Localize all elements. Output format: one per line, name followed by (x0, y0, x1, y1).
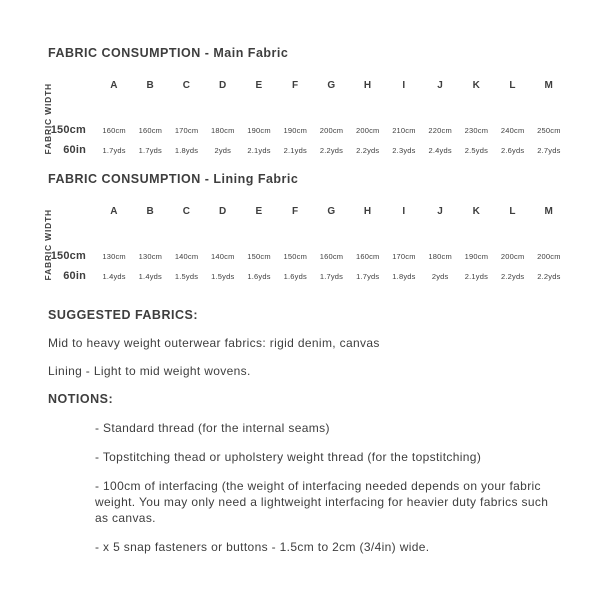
consumption-value: 1.5yds (211, 271, 235, 281)
consumption-value: 1.7yds (319, 271, 344, 281)
consumption-value: 2yds (214, 145, 232, 155)
consumption-value: 160cm (319, 251, 344, 261)
consumption-value: 220cm (428, 125, 452, 135)
consumption-value: 2.4yds (428, 145, 452, 155)
size-column-header: F (292, 206, 299, 217)
size-column-header: F (292, 80, 299, 91)
size-column-header: B (146, 80, 155, 91)
notion-item-thread: - Standard thread (for the internal seams) (95, 421, 330, 435)
consumption-value: 2.6yds (500, 145, 525, 155)
consumption-value: 180cm (211, 125, 235, 135)
consumption-value: 200cm (537, 251, 561, 261)
consumption-value: 130cm (138, 251, 163, 261)
consumption-value: 1.8yds (174, 145, 199, 155)
size-column-header: J (437, 80, 444, 91)
consumption-value: 1.7yds (356, 271, 380, 281)
consumption-value: 130cm (102, 251, 126, 261)
consumption-value: 230cm (464, 125, 489, 135)
consumption-value: 2.2yds (319, 145, 344, 155)
suggested-fabrics-lining-line: Lining - Light to mid weight wovens. (48, 364, 251, 378)
size-column-header: C (182, 80, 191, 91)
suggested-fabrics-heading: SUGGESTED FABRICS: (48, 308, 198, 322)
size-column-header: E (255, 206, 263, 217)
consumption-value: 1.4yds (138, 271, 162, 281)
consumption-value: 2.1yds (283, 145, 307, 155)
fabric-width-axis (38, 204, 58, 286)
fabric-width-axis-label: FABRIC WIDTH (43, 83, 53, 155)
consumption-value: 210cm (392, 125, 416, 135)
consumption-value: 1.6yds (247, 271, 271, 281)
size-column-header: K (472, 80, 481, 91)
size-column-header: E (255, 80, 263, 91)
lining-fabric-grid (50, 204, 567, 286)
consumption-value: 1.7yds (102, 145, 126, 155)
fabric-width-axis-label: FABRIC WIDTH (43, 209, 53, 281)
size-column-header: I (402, 206, 406, 217)
size-column-header: D (218, 206, 227, 217)
consumption-value: 200cm (319, 125, 344, 135)
consumption-value: 2.2yds (356, 145, 380, 155)
size-column-header: H (363, 206, 372, 217)
main-fabric-consumption-section (38, 46, 567, 160)
size-column-header: M (544, 80, 554, 91)
consumption-value: 170cm (174, 125, 199, 135)
fabric-width-row-label: 60in (63, 144, 86, 156)
size-column-header: M (544, 206, 554, 217)
consumption-value: 240cm (500, 125, 525, 135)
notions-heading: NOTIONS: (48, 392, 114, 406)
size-column-header: C (182, 206, 191, 217)
size-column-header: A (110, 80, 118, 91)
size-column-header: L (509, 206, 516, 217)
consumption-value: 2.2yds (537, 271, 561, 281)
consumption-value: 150cm (283, 251, 308, 261)
main-fabric-table-title: FABRIC CONSUMPTION - Main Fabric (48, 46, 289, 60)
fabric-width-axis (38, 78, 58, 160)
fabric-width-row-label: 60in (63, 270, 86, 282)
consumption-value: 2yds (431, 271, 449, 281)
lining-fabric-consumption-section (38, 172, 567, 286)
size-column-header: H (363, 80, 372, 91)
notion-item-interfacing: - 100cm of interfacing (the weight of interfacing needed depends on your fabric weight. You may only need a lightweight interfacing for heavier duty fabrics such as canvas. (95, 479, 549, 525)
consumption-value: 2.5yds (464, 145, 489, 155)
size-column-header: D (218, 80, 227, 91)
consumption-value: 1.6yds (283, 271, 307, 281)
consumption-value: 140cm (211, 251, 235, 261)
consumption-value: 160cm (355, 251, 380, 261)
consumption-value: 150cm (247, 251, 271, 261)
consumption-value: 1.8yds (392, 271, 416, 281)
consumption-value: 1.5yds (174, 271, 199, 281)
consumption-value: 1.7yds (138, 145, 162, 155)
size-column-header: G (327, 80, 336, 91)
consumption-value: 190cm (247, 125, 271, 135)
table-corner (58, 78, 96, 120)
size-column-header: I (402, 80, 406, 91)
size-column-header: J (437, 206, 444, 217)
suggested-fabrics-main-line: Mid to heavy weight outerwear fabrics: rigid denim, canvas (48, 336, 380, 350)
size-column-header: A (110, 206, 118, 217)
consumption-value: 140cm (174, 251, 199, 261)
notion-item-topstitching: - Topstitching thead or upholstery weight thread (for the topstitching) (95, 450, 482, 464)
notion-item-fasteners: - x 5 snap fasteners or buttons - 1.5cm to 2cm (3/4in) wide. (95, 540, 430, 554)
size-column-header: L (509, 80, 516, 91)
consumption-value: 2.3yds (392, 145, 416, 155)
lining-fabric-table (38, 204, 567, 286)
consumption-value: 160cm (138, 125, 163, 135)
consumption-value: 200cm (500, 251, 525, 261)
consumption-value: 2.2yds (500, 271, 525, 281)
consumption-value: 160cm (102, 125, 126, 135)
consumption-value: 190cm (464, 251, 489, 261)
size-column-header: B (146, 206, 155, 217)
table-corner (58, 204, 96, 246)
size-column-header: G (327, 206, 336, 217)
lining-fabric-table-title: FABRIC CONSUMPTION - Lining Fabric (48, 172, 299, 186)
consumption-value: 2.1yds (247, 145, 271, 155)
notes-section (38, 308, 567, 555)
consumption-value: 180cm (428, 251, 452, 261)
consumption-value: 190cm (283, 125, 308, 135)
main-fabric-table (38, 78, 567, 160)
consumption-value: 200cm (355, 125, 380, 135)
consumption-value: 250cm (537, 125, 561, 135)
size-column-header: K (472, 206, 481, 217)
main-fabric-grid (50, 78, 567, 160)
fabric-width-row-label: 150cm (50, 250, 86, 262)
consumption-value: 1.4yds (102, 271, 126, 281)
consumption-value: 2.1yds (464, 271, 489, 281)
fabric-width-row-label: 150cm (50, 124, 86, 136)
consumption-value: 170cm (392, 251, 416, 261)
consumption-value: 2.7yds (537, 145, 561, 155)
